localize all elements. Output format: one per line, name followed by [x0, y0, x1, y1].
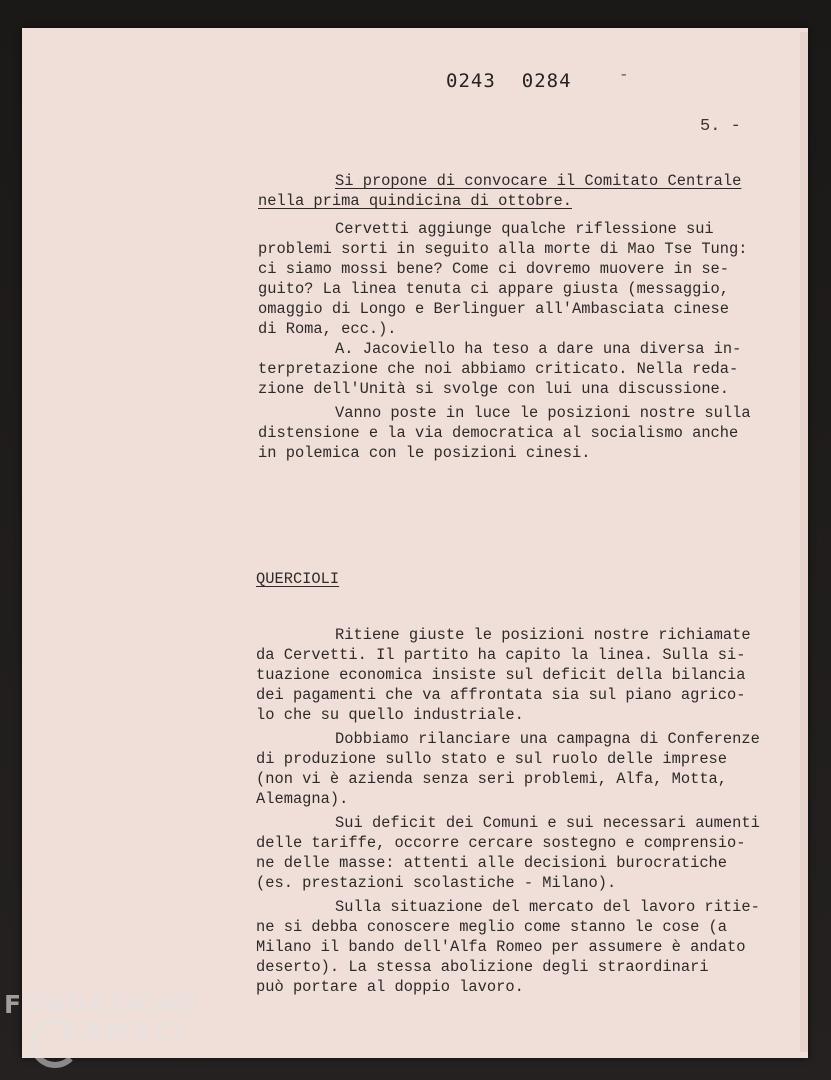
text-line: delle tariffe, occorre cercare sostegno e comprensio-	[256, 834, 746, 852]
text-line: Dobbiamo rilanciare una campagna di Conferenze	[335, 730, 760, 748]
text-line: guito? La linea tenuta ci appare giusta (messaggio,	[258, 280, 730, 298]
text-line: omaggio di Longo e Berlinguer all'Ambasciata cinese	[258, 300, 730, 318]
text-line: (non vi è azienda senza seri problemi, Alfa, Motta,	[256, 770, 728, 788]
text-line: di produzione sullo stato e sul ruolo delle imprese	[256, 750, 728, 768]
speaker-heading: QUERCIOLI	[256, 570, 340, 588]
text-line: problemi sorti in seguito alla morte di Mao Tse Tung:	[258, 240, 748, 258]
text-line: Vanno poste in luce le posizioni nostre sulla	[335, 404, 751, 422]
text-line: ne delle masse: attenti alle decisioni burocratiche	[256, 854, 728, 872]
text-line: può portare al doppio lavoro.	[256, 978, 524, 996]
text-line: tuazione economica insiste sul deficit della bilancia	[256, 666, 746, 684]
text-line: Alemagna).	[256, 790, 349, 808]
watermark-logo	[4, 990, 205, 1061]
text-line: ci siamo mossi bene? Come ci dovremo muovere in se-	[258, 260, 730, 278]
text-line: zione dell'Unità si svolge con lui una discussione.	[258, 380, 730, 398]
text-line: ne si debba conoscere meglio come stanno le cose (a	[256, 918, 728, 936]
text-line: lo che su quello industriale.	[256, 706, 524, 724]
text-line: Sulla situazione del mercato del lavoro ritie-	[335, 898, 760, 916]
archive-stamp	[446, 70, 572, 92]
text-line: Si propone di convocare il Comitato Centrale	[335, 172, 742, 190]
watermark-line3: onlus	[178, 1050, 205, 1061]
text-line: nella prima quindicina di ottobre.	[258, 192, 573, 210]
text-line: da Cervetti. Il partito ha capito la linea. Sulla si-	[256, 646, 746, 664]
pen-mark: -	[619, 66, 629, 84]
watermark-line1: FONDAZIONE	[4, 990, 201, 1019]
text-line: (es. prestazioni scolastiche - Milano).	[256, 874, 617, 892]
text-line: Sui deficit dei Comuni e sui necessari aumenti	[335, 814, 760, 832]
page-number: 5. -	[700, 117, 741, 136]
text-line: in polemica con le posizioni cinesi.	[258, 444, 591, 462]
text-line: Cervetti aggiunge qualche riflessione sui	[335, 220, 714, 238]
text-line: distensione e la via democratica al socialismo anche	[258, 424, 739, 442]
archive-number-right: 0284	[521, 70, 572, 92]
text-line: Ritiene giuste le posizioni nostre richiamate	[335, 626, 751, 644]
text-line: Milano il bando dell'Alfa Romeo per assumere è andato	[256, 938, 746, 956]
page-edge	[800, 32, 808, 1052]
text-line: dei pagamenti che va affrontata sia sul piano agrico-	[256, 686, 746, 704]
text-line: A. Jacoviello ha teso a dare una diversa in-	[335, 340, 742, 358]
watermark-line2: RAMSCI	[60, 1017, 188, 1046]
text-line: terpretazione che noi abbiamo criticato. Nella reda-	[258, 360, 739, 378]
text-line: deserto). La stessa abolizione degli straordinari	[256, 958, 709, 976]
archive-number-left: 0243	[446, 70, 496, 92]
text-line: di Roma, ecc.).	[258, 320, 397, 338]
